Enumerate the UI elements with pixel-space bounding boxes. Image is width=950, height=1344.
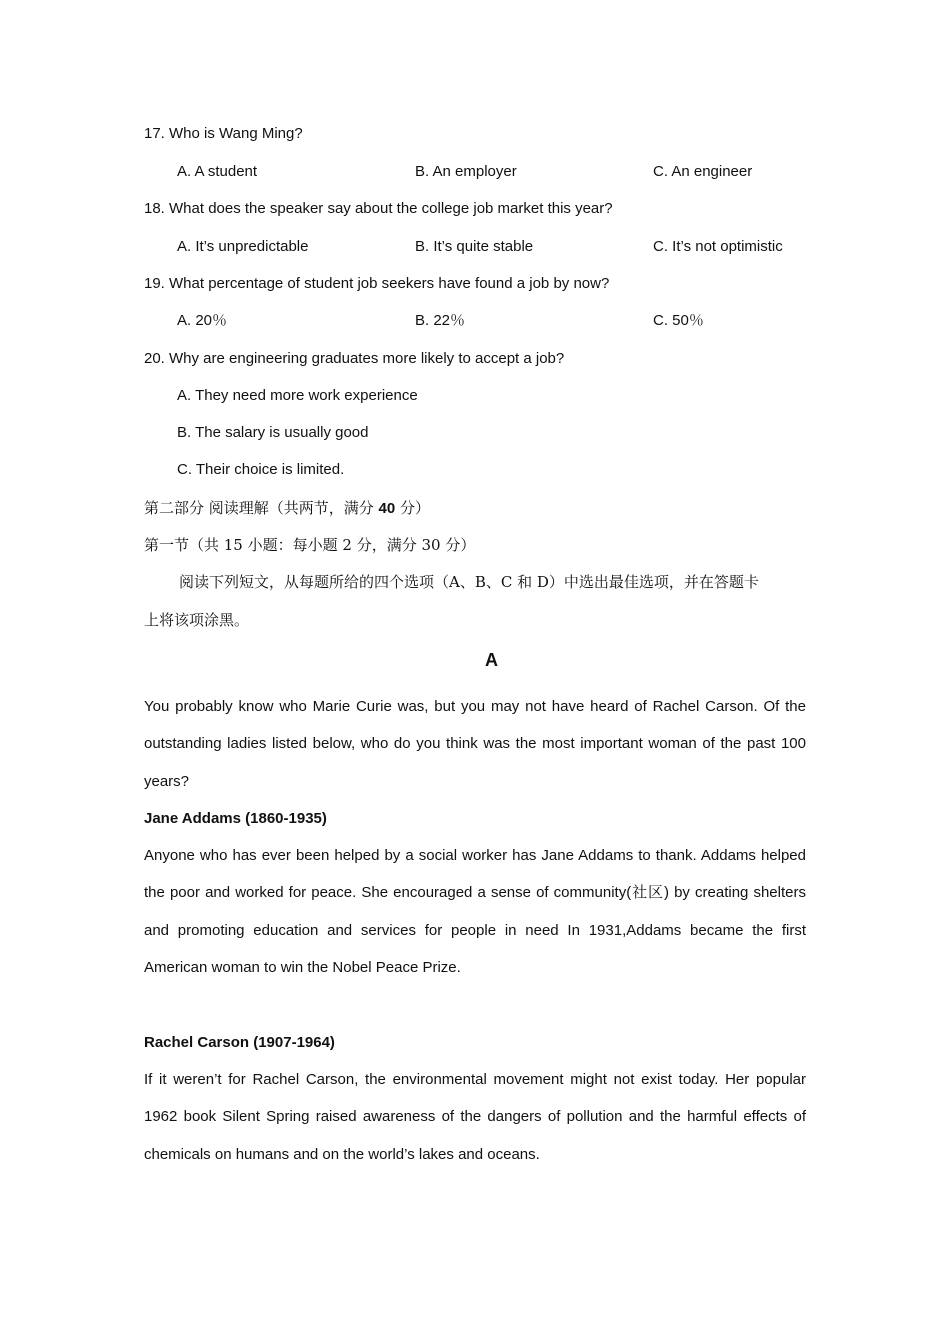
question-20-stem: 20. Why are engineering graduates more likely to accept a job?: [144, 350, 565, 367]
question-18-option-c: C. It’s not optimistic: [653, 238, 783, 255]
question-20-option-a: A. They need more work experience: [177, 387, 418, 404]
question-17-option-c: C. An engineer: [653, 163, 753, 180]
section1-title: 第一节（共 15 小题：每小题 2 分，满分 30 分）: [144, 536, 476, 554]
section-body-rachel-carson: If it weren’t for Rachel Carson, the environmental movement might not exist today. Her popular 1962 book Silent Spring raised awareness of the dangers of pollution and the harmful effects of chemicals on humans and on the world’s lakes and oceans.: [144, 1071, 806, 1163]
question-19-option-a: A. 20％: [177, 312, 228, 329]
question-20-option-c: C. Their choice is limited.: [177, 461, 345, 478]
instruction-line-1: 阅读下列短文，从每题所给的四个选项（A、B、C 和 D）中选出最佳选项，并在答题卡: [179, 573, 759, 591]
question-19-stem: 19. What percentage of student job seekers have found a job by now?: [144, 275, 610, 292]
question-17-option-a: A. A student: [177, 163, 258, 180]
question-18-option-a: A. It’s unpredictable: [177, 238, 309, 255]
question-17-stem: 17. Who is Wang Ming?: [144, 125, 303, 142]
question-18-option-b: B. It’s quite stable: [415, 238, 534, 255]
passage-intro: You probably know who Marie Curie was, but you may not have heard of Rachel Carson. Of the outstanding ladies listed below, who do you think was the most important woman of the past 100 years?: [144, 698, 806, 790]
section-title-jane-addams: Jane Addams (1860-1935): [144, 810, 327, 827]
instruction-line-2: 上将该项涂黑。: [144, 611, 250, 629]
section-body-jane-addams: Anyone who has ever been helped by a social worker has Jane Addams to thank. Addams helped the poor and worked for peace. She encouraged a sense of community(社区) by creating shelters and promoting education and services for people in need In 1931,Addams became the first American woman to win the Nobel Peace Prize.: [144, 847, 806, 977]
question-18-stem: 18. What does the speaker say about the college job market this year?: [144, 200, 613, 217]
part2-title-pre: 第二部分 阅读理解（共两节，满分: [144, 499, 379, 517]
question-19-option-c: C. 50％: [653, 312, 704, 329]
part2-title-post: 分）: [395, 499, 431, 517]
passage-heading: A: [485, 650, 498, 670]
question-19-option-b: B. 22％: [415, 312, 466, 329]
part2-title: [144, 498, 430, 519]
question-20-option-b: B. The salary is usually good: [177, 424, 369, 441]
section-title-rachel-carson: Rachel Carson (1907-1964): [144, 1034, 335, 1051]
question-17-option-b: B. An employer: [415, 163, 517, 180]
part2-title-score: 40: [378, 500, 396, 517]
